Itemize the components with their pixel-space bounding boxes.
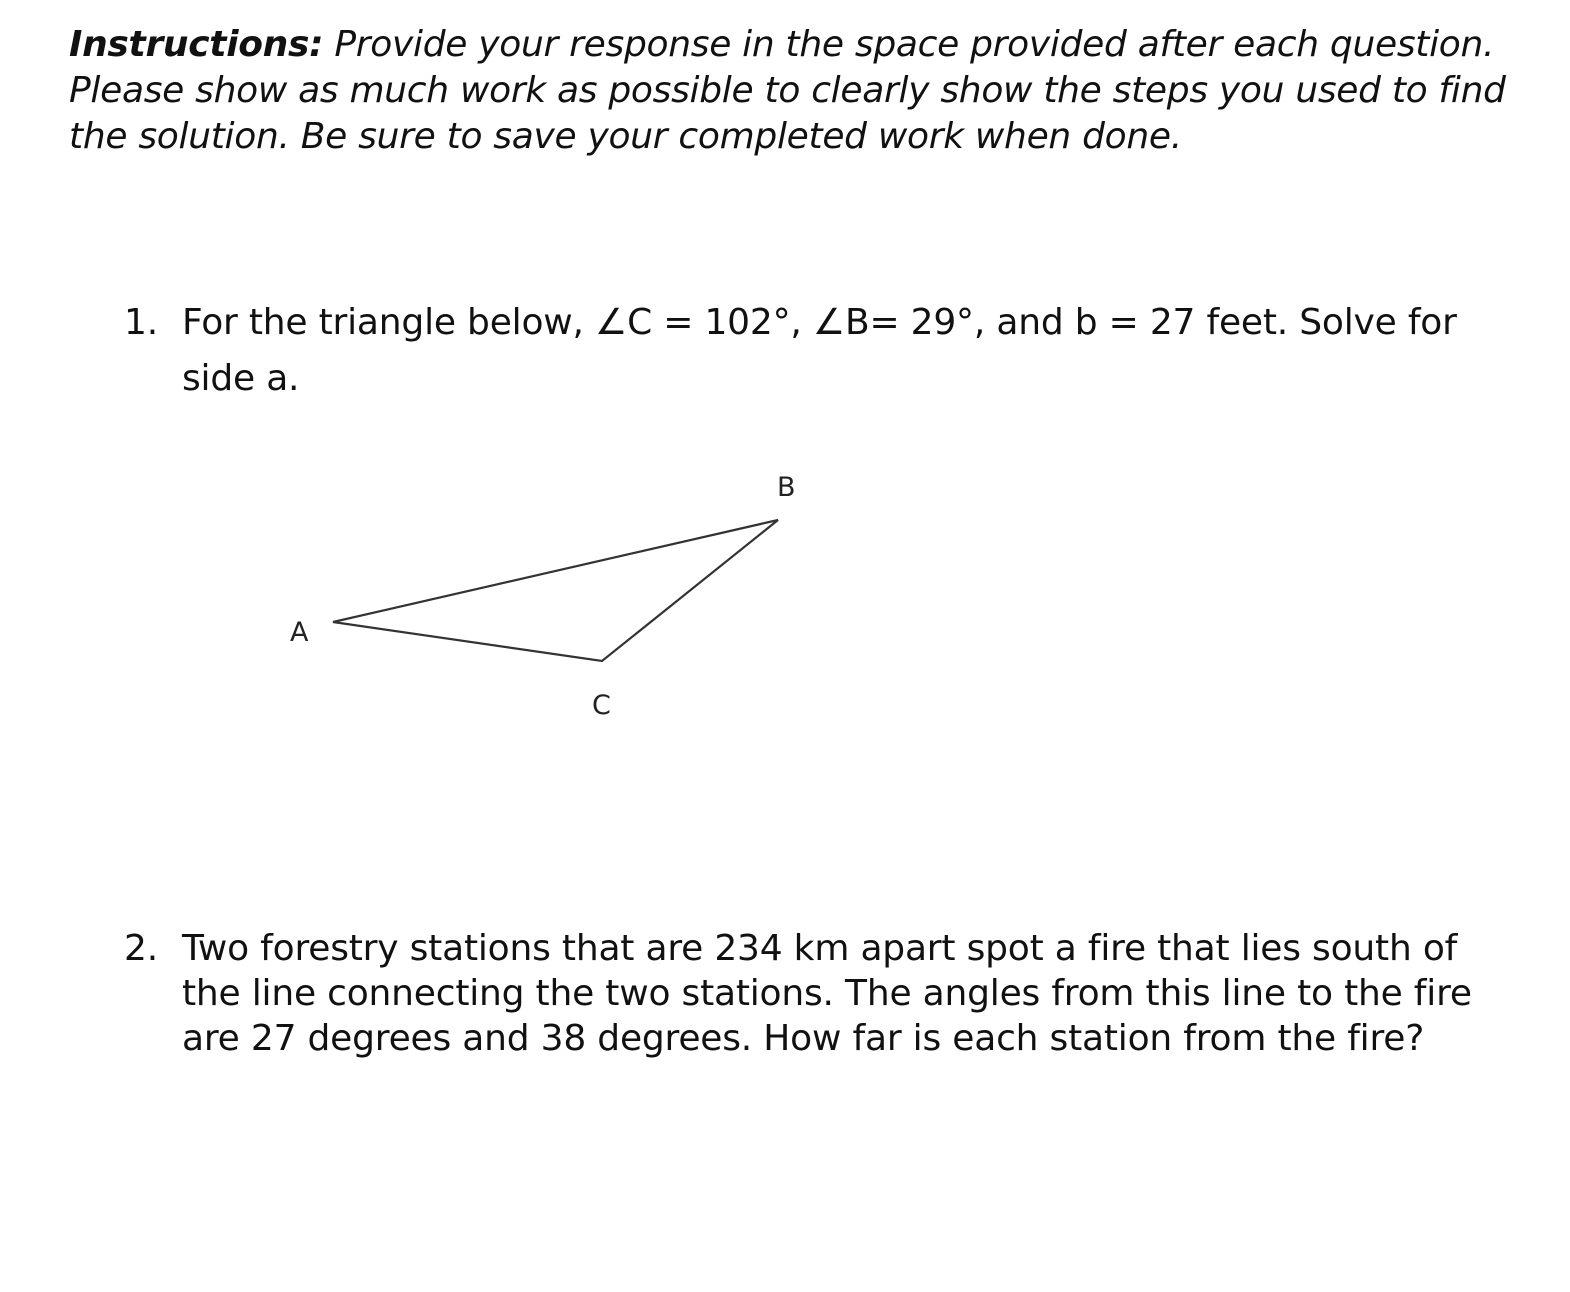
question-2-number: 2. — [124, 928, 158, 969]
instructions-lead: Instructions: — [69, 24, 324, 65]
question-1-number: 1. — [124, 302, 158, 343]
question-1 — [124, 295, 1484, 407]
instructions-paragraph — [69, 22, 1509, 160]
vertex-label-a: A — [290, 617, 309, 648]
question-2-text: Two forestry stations that are 234 km apart spot a fire that lies south of the line connecting the two stations. The angles from this line to the fire are 27 degrees and 38 degrees. How far is each station from the fire? — [182, 928, 1472, 1059]
triangle-figure — [270, 460, 830, 740]
triangle-diagram — [270, 460, 830, 740]
instructions-text: Provide your response in the space provided after each question. Please show as much work as possible to clearly show the steps you used to find the solution. Be sure to save your completed work when done. — [69, 24, 1506, 157]
question-1-text: For the triangle below, ∠C = 102°, ∠B= 29°, and b = 27 feet. Solve for side a. — [182, 302, 1457, 399]
question-2 — [124, 926, 1484, 1061]
vertex-label-c: C — [592, 690, 611, 721]
vertex-label-b: B — [777, 472, 796, 503]
triangle-abc — [333, 520, 778, 661]
